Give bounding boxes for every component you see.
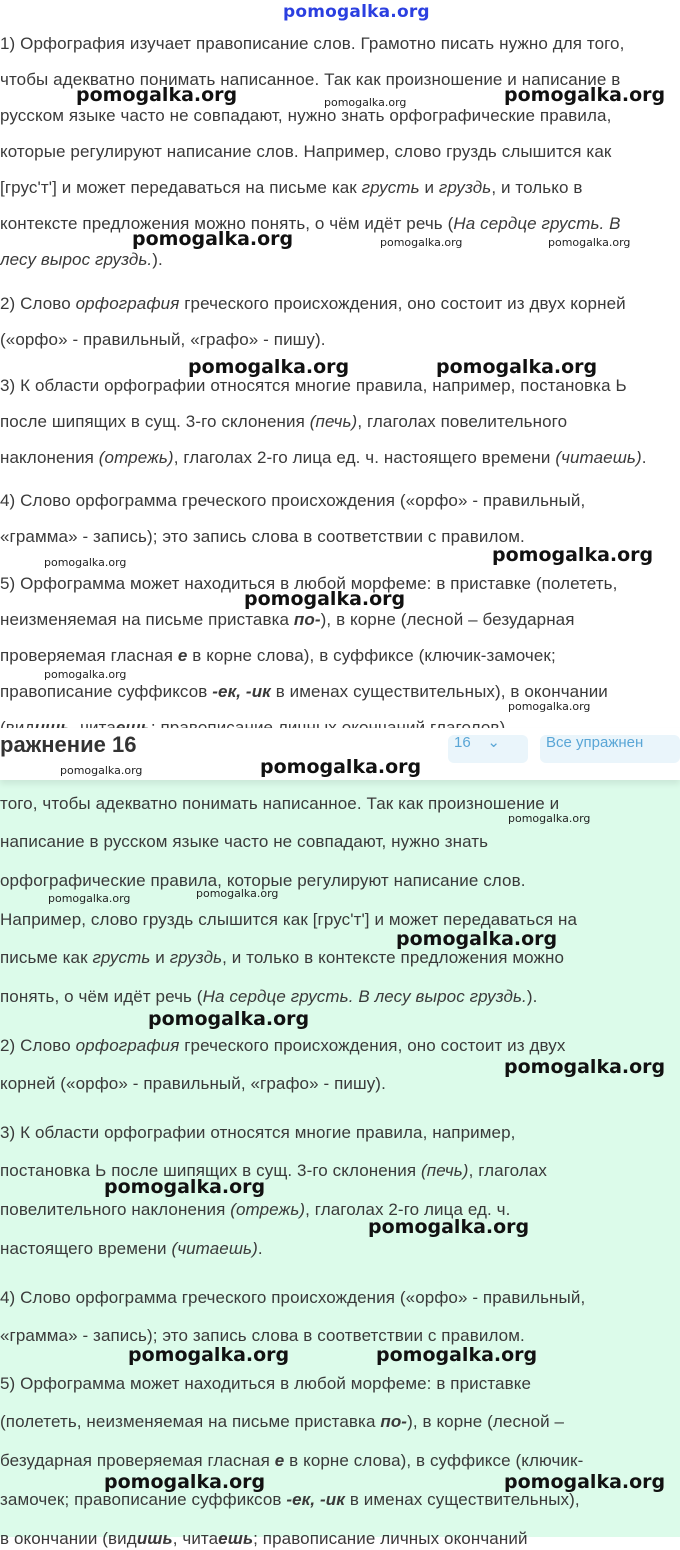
text-segment: ешь <box>218 1529 254 1548</box>
text-segment: , глаголах <box>468 1161 547 1180</box>
text-segment: после шипящих в сущ. 3-го склонения <box>0 412 310 431</box>
text-segment: ), в корне (лесной – безударная <box>320 610 575 629</box>
text-line <box>0 329 326 351</box>
text-segment: корней («орфо» - правильный, «графо» - пишу). <box>0 1074 386 1093</box>
text-segment: письме как <box>0 948 93 967</box>
text-segment: и <box>419 178 439 197</box>
watermark: pomogalka.org <box>260 756 422 778</box>
text-segment: («орфо» - правильный, «графо» - пишу). <box>0 330 326 349</box>
text-segment: греческого происхождения, оно состоит из двух <box>179 1036 566 1055</box>
watermark: pomogalka.org <box>368 1216 530 1238</box>
text-line <box>0 33 624 55</box>
text-segment: в корне слова), в суффиксе (ключик- <box>284 1451 584 1470</box>
text-segment: , и только в контексте предложения можно <box>222 948 565 967</box>
text-line <box>0 1528 528 1550</box>
text-line <box>0 1287 585 1309</box>
text-line <box>0 1238 263 1260</box>
text-segment: в окончании (вид <box>0 1529 137 1548</box>
text-line <box>0 249 163 271</box>
text-line <box>0 1073 386 1095</box>
watermark: pomogalka.org <box>44 556 127 569</box>
text-line <box>0 645 556 667</box>
watermark: pomogalka.org <box>44 668 127 681</box>
text-segment: е <box>177 646 188 665</box>
watermark: pomogalka.org <box>492 544 654 566</box>
text-segment: е <box>274 1451 285 1470</box>
text-segment: 5) Орфограмма может находиться в любой морфеме: в приставке <box>0 1374 531 1393</box>
all-exercises-button[interactable] <box>540 735 680 763</box>
watermark: pomogalka.org <box>504 1471 666 1493</box>
text-segment: орфография <box>75 294 180 313</box>
text-segment: , глаголах 2-го лица ед. ч. <box>305 1200 511 1219</box>
text-segment: контексте предложения можно понять, о чём идёт речь ( <box>0 214 454 233</box>
text-segment: -ек, -ик <box>286 1490 345 1509</box>
watermark: pomogalka.org <box>396 928 558 950</box>
text-segment: , чита <box>172 1529 219 1548</box>
watermark: pomogalka.org <box>76 84 238 106</box>
text-segment: постановка Ь после шипящих в сущ. 3-го склонения <box>0 1161 422 1180</box>
text-segment: (отрежь) <box>98 448 174 467</box>
watermark: pomogalka.org <box>128 1344 290 1366</box>
text-segment: грусть <box>361 178 420 197</box>
text-segment: (отрежь) <box>230 1200 306 1219</box>
text-segment: орфография <box>75 1036 180 1055</box>
text-segment: , глаголах 2-го лица ед. ч. настоящего времени <box>173 448 556 467</box>
text-line <box>0 1450 583 1472</box>
text-segment: орфографические правила, которые регулируют написание слов. <box>0 871 526 890</box>
watermark: pomogalka.org <box>380 236 463 249</box>
text-segment: 5) Орфограмма может находиться в любой морфеме: в приставке (полететь, <box>0 574 618 593</box>
text-segment: 4) Слово орфограмма греческого происхождения («орфо» - правильный, <box>0 491 586 510</box>
text-segment: 3) К области орфографии относятся многие правила, например, постановка Ь <box>0 376 627 395</box>
text-segment: лесу вырос груздь. <box>0 250 153 269</box>
text-segment: повелительного наклонения <box>0 1200 231 1219</box>
text-segment: На сердце грусть. В лесу вырос груздь. <box>202 987 527 1006</box>
text-segment: и <box>150 948 170 967</box>
text-segment: ; правописание личных окончаний <box>253 1529 528 1548</box>
text-segment: проверяемая гласная <box>0 646 178 665</box>
text-segment: (читаешь) <box>555 448 642 467</box>
text-segment: грусть <box>92 948 151 967</box>
watermark: pomogalka.org <box>104 1471 266 1493</box>
watermark: pomogalka.org <box>436 356 598 378</box>
text-segment: ), в корне (лесной – <box>407 1412 565 1431</box>
text-line <box>0 411 567 433</box>
watermark: pomogalka.org <box>508 700 591 713</box>
watermark: pomogalka.org <box>504 1056 666 1078</box>
text-segment: в корне слова), в суффиксе (ключик-замочек; <box>187 646 556 665</box>
text-line <box>0 141 611 163</box>
text-segment: 2) Слово <box>0 1036 76 1055</box>
text-segment: русском языке часто не совпадают, нужно знать орфографические правила, <box>0 106 612 125</box>
site-logo: pomogalka.org <box>283 2 430 22</box>
text-segment: по- <box>293 610 321 629</box>
text-line <box>0 1373 531 1395</box>
watermark: pomogalka.org <box>324 96 407 109</box>
text-line <box>0 375 627 397</box>
text-line <box>0 177 582 199</box>
watermark: pomogalka.org <box>48 892 131 905</box>
text-line <box>0 1411 564 1433</box>
text-segment: 3) К области орфографии относятся многие правила, например, <box>0 1123 516 1142</box>
text-segment: (печь) <box>421 1161 469 1180</box>
text-segment: ). <box>526 987 538 1006</box>
text-segment: 2) Слово <box>0 294 76 313</box>
text-line <box>0 490 585 512</box>
watermark: pomogalka.org <box>508 812 591 825</box>
text-line <box>0 831 488 853</box>
text-segment: «грамма» - запись); это запись слова в соответствии с правилом. <box>0 527 525 546</box>
all-exercises-label: Все упражнен <box>546 735 644 751</box>
exercise-nav-label: 16 <box>454 735 471 751</box>
watermark: pomogalka.org <box>196 887 279 900</box>
watermark: pomogalka.org <box>60 764 143 777</box>
text-segment: по- <box>380 1412 408 1431</box>
watermark: pomogalka.org <box>132 228 294 250</box>
text-line <box>0 213 621 235</box>
watermark: pomogalka.org <box>376 1344 538 1366</box>
exercise-title: ражнение 16 <box>0 732 137 757</box>
text-segment: На сердце грусть. В <box>453 214 621 233</box>
watermark: pomogalka.org <box>104 1176 266 1198</box>
chevron-down-icon: ⌄ <box>474 735 500 751</box>
text-segment: 1) Орфография изучает правописание слов. Грамотно писать нужно для того, <box>0 34 625 53</box>
text-segment: ишь <box>136 1529 173 1548</box>
text-line <box>0 293 626 315</box>
text-segment: ). <box>152 250 163 269</box>
text-line <box>0 105 611 127</box>
text-segment: груздь <box>169 948 223 967</box>
text-segment: в именах существительных), <box>345 1490 580 1509</box>
text-segment: того, чтобы адекватно понимать написанное. Так как произношение и <box>0 794 560 813</box>
watermark: pomogalka.org <box>148 1008 310 1030</box>
text-line <box>0 793 559 815</box>
text-segment: которые регулируют написание слов. Например, слово груздь слышится как <box>0 142 612 161</box>
watermark: pomogalka.org <box>548 236 631 249</box>
text-segment: настоящего времени <box>0 1239 172 1258</box>
text-segment: безударная проверяемая гласная <box>0 1451 275 1470</box>
watermark: pomogalka.org <box>244 588 406 610</box>
text-segment: , и только в <box>491 178 583 197</box>
text-segment: наклонения <box>0 448 99 467</box>
text-line <box>0 609 575 631</box>
text-segment: (читаешь) <box>171 1239 258 1258</box>
text-line <box>0 447 647 469</box>
text-segment: (печь) <box>309 412 358 431</box>
text-segment: греческого происхождения, оно состоит из двух корней <box>179 294 626 313</box>
text-segment: чтобы адекватно понимать написанное. Так как произношение и написание в <box>0 70 621 89</box>
text-segment: понять, о чём идёт речь ( <box>0 987 203 1006</box>
text-line <box>0 526 525 548</box>
text-segment: груздь <box>438 178 492 197</box>
text-segment: . <box>257 1239 263 1258</box>
text-line <box>0 1160 547 1182</box>
text-segment: «грамма» - запись); это запись слова в соответствии с правилом. <box>0 1326 525 1345</box>
exercise-nav-button[interactable] <box>448 735 528 763</box>
text-segment: в именах существительных), в окончании <box>270 682 608 701</box>
text-line <box>0 1489 580 1511</box>
text-line <box>0 1035 565 1057</box>
text-segment: правописание суффиксов <box>0 682 213 701</box>
text-segment: Например, слово груздь слышится как [грус'т'] и может передаваться на <box>0 910 578 929</box>
text-segment: [грус'т'] и может передаваться на письме как <box>0 178 362 197</box>
text-segment: . <box>641 448 647 467</box>
text-segment: замочек; правописание суффиксов <box>0 1490 287 1509</box>
text-line <box>0 1122 515 1144</box>
text-segment: написание в русском языке часто не совпадают, нужно знать <box>0 832 489 851</box>
text-segment: неизменяемая на письме приставка <box>0 610 294 629</box>
text-line <box>0 947 564 969</box>
text-segment: -ек, -ик <box>212 682 271 701</box>
text-segment: (полететь, неизменяемая на письме приставка <box>0 1412 381 1431</box>
text-segment: 4) Слово орфограмма греческого происхождения («орфо» - правильный, <box>0 1288 586 1307</box>
watermark: pomogalka.org <box>504 84 666 106</box>
watermark: pomogalka.org <box>188 356 350 378</box>
text-line <box>0 986 537 1008</box>
text-segment: , глаголах повелительного <box>357 412 568 431</box>
